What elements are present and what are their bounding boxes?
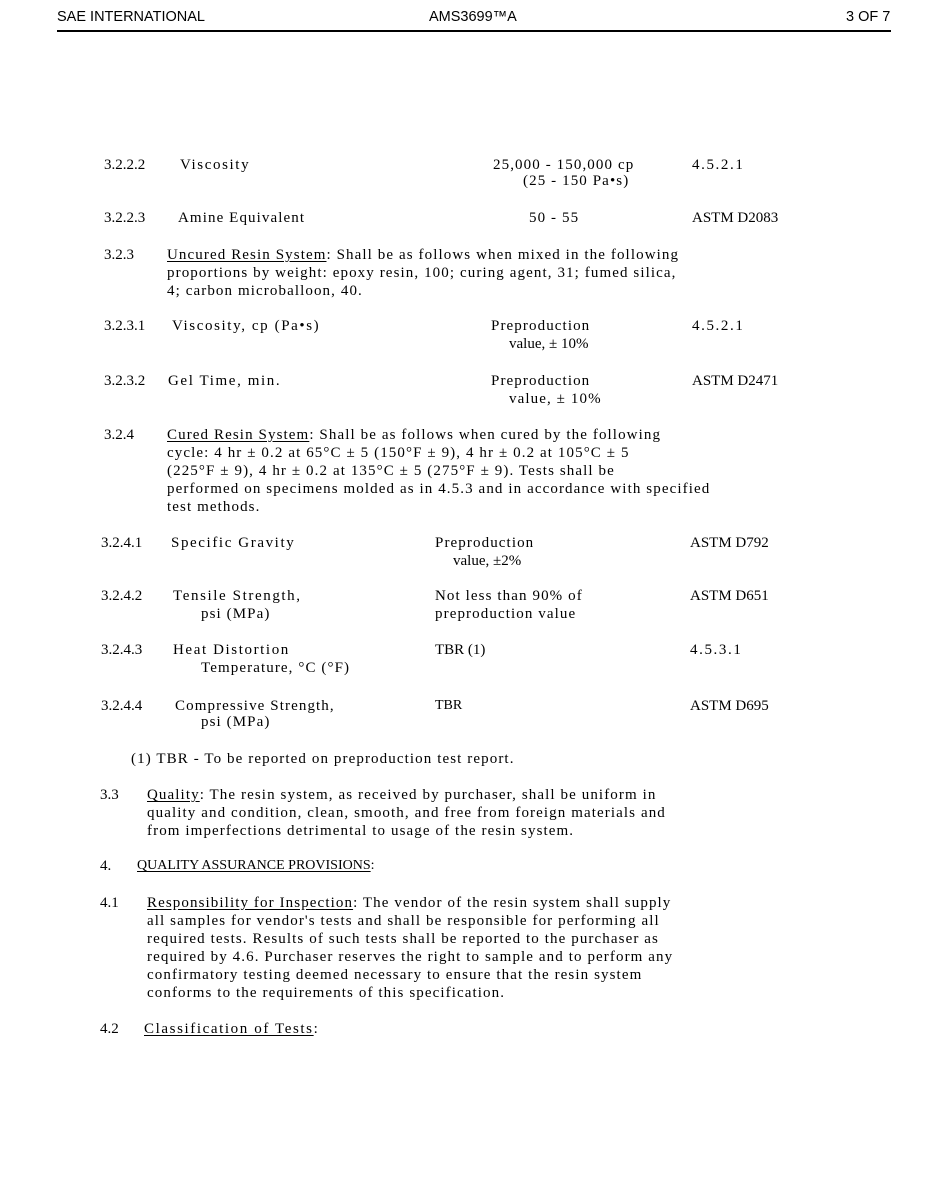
section-number: 3.2.2.3	[104, 210, 146, 226]
paragraph-line-6: conforms to the requirements of this specification.	[147, 985, 506, 1001]
footnote: (1) TBR - To be reported on preproduction test report.	[131, 751, 515, 767]
section-number: 3.2.4.2	[101, 588, 143, 604]
section-number: 3.2.3	[104, 247, 134, 263]
section-number: 3.2.4.1	[101, 535, 143, 551]
section-number: 4.1	[100, 895, 119, 911]
property-label: Amine Equivalent	[178, 210, 306, 226]
requirement-value: Not less than 90% of	[435, 588, 583, 604]
requirement-value: TBR	[435, 698, 463, 713]
paragraph-line-2: quality and condition, clean, smooth, and free from foreign materials and	[147, 805, 666, 821]
paragraph-line-4: performed on specimens molded as in 4.5.3 and in accordance with specified	[167, 481, 711, 497]
section-number: 4.2	[100, 1021, 119, 1037]
test-method: 4.5.2.1	[692, 157, 745, 173]
section-title: QUALITY ASSURANCE PROVISIONS	[137, 858, 371, 873]
property-label: Viscosity	[180, 157, 251, 173]
requirement-value: 50 - 55	[529, 210, 580, 226]
paragraph-line-1: Quality: The resin system, as received by purchaser, shall be uniform in	[147, 787, 657, 803]
section-title: Uncured Resin System	[167, 247, 327, 263]
paragraph-line-2: proportions by weight: epoxy resin, 100; curing agent, 31; fumed silica,	[167, 265, 677, 281]
test-method: ASTM D2083	[692, 210, 779, 226]
header-rule	[57, 30, 891, 32]
paragraph-line-3: (225°F ± 9), 4 hr ± 0.2 at 135°C ± 5 (275°F ± 9). Tests shall be	[167, 463, 615, 479]
test-method: ASTM D792	[690, 535, 769, 551]
paragraph-line-3: from imperfections detrimental to usage of the resin system.	[147, 823, 575, 839]
property-label: Tensile Strength,	[173, 588, 302, 604]
requirement-value-line-2: preproduction value	[435, 606, 577, 622]
test-method: 4.5.2.1	[692, 318, 745, 334]
requirement-value-si: (25 - 150 Pa•s)	[523, 173, 630, 189]
paragraph-line-3: 4; carbon microballoon, 40.	[167, 283, 363, 299]
requirement-value: Preproduction	[435, 535, 535, 551]
requirement-value: TBR (1)	[435, 642, 486, 658]
section-number: 3.3	[100, 787, 119, 803]
section-title: Responsibility for Inspection	[147, 895, 354, 911]
property-label: Specific Gravity	[171, 535, 296, 551]
property-label: Heat Distortion	[173, 642, 290, 658]
paragraph-line-5: confirmatory testing deemed necessary to ensure that the resin system	[147, 967, 643, 983]
section-number: 4.	[100, 858, 112, 874]
property-label: Gel Time, min.	[168, 373, 282, 389]
paragraph-line-2: cycle: 4 hr ± 0.2 at 65°C ± 5 (150°F ± 9), 4 hr ± 0.2 at 105°C ± 5	[167, 445, 630, 461]
requirement-tolerance: value, ± 10%	[509, 336, 589, 352]
test-method: ASTM D651	[690, 588, 769, 604]
section-number: 3.2.2.2	[104, 157, 146, 173]
requirement-tolerance: value, ±2%	[453, 553, 522, 569]
paragraph-line-2: all samples for vendor's tests and shall be responsible for performing all	[147, 913, 660, 929]
section-number: 3.2.3.1	[104, 318, 146, 334]
section-number: 3.2.4	[104, 427, 134, 443]
paragraph-line-4: required by 4.6. Purchaser reserves the right to sample and to perform any	[147, 949, 674, 965]
section-number: 3.2.4.3	[101, 642, 143, 658]
paragraph-line-1: Cured Resin System: Shall be as follows when cured by the following	[167, 427, 662, 443]
paragraph-line-1: Uncured Resin System: Shall be as follows when mixed in the following	[167, 247, 680, 263]
test-method: ASTM D695	[690, 698, 769, 714]
section-title: Cured Resin System	[167, 427, 310, 443]
test-method: 4.5.3.1	[690, 642, 743, 658]
section-number: 3.2.4.4	[101, 698, 143, 714]
test-method: ASTM D2471	[692, 373, 779, 389]
section-title-line: Classification of Tests:	[144, 1021, 320, 1037]
section-title: Quality	[147, 787, 200, 803]
requirement-value: Preproduction	[491, 373, 591, 389]
paragraph-line-3: required tests. Results of such tests shall be reported to the purchaser as	[147, 931, 659, 947]
header-org: SAE INTERNATIONAL	[57, 9, 205, 25]
property-units: psi (MPa)	[201, 714, 271, 730]
property-label: Compressive Strength,	[175, 698, 335, 714]
paragraph-line-1: Responsibility for Inspection: The vendor of the resin system shall supply	[147, 895, 672, 911]
section-title: Classification of Tests	[144, 1021, 314, 1037]
header-page-number: 3 OF 7	[846, 9, 891, 25]
requirement-value: Preproduction	[491, 318, 591, 334]
header-doc-id: AMS3699™A	[429, 9, 517, 25]
property-units: Temperature, °C (°F)	[201, 660, 351, 676]
section-title-line: QUALITY ASSURANCE PROVISIONS:	[137, 858, 375, 873]
property-label: Viscosity, cp (Pa•s)	[172, 318, 321, 334]
requirement-tolerance: value, ± 10%	[509, 391, 602, 407]
section-number: 3.2.3.2	[104, 373, 146, 389]
requirement-value: 25,000 - 150,000 cp	[493, 157, 635, 173]
property-units: psi (MPa)	[201, 606, 271, 622]
paragraph-line-5: test methods.	[167, 499, 261, 515]
